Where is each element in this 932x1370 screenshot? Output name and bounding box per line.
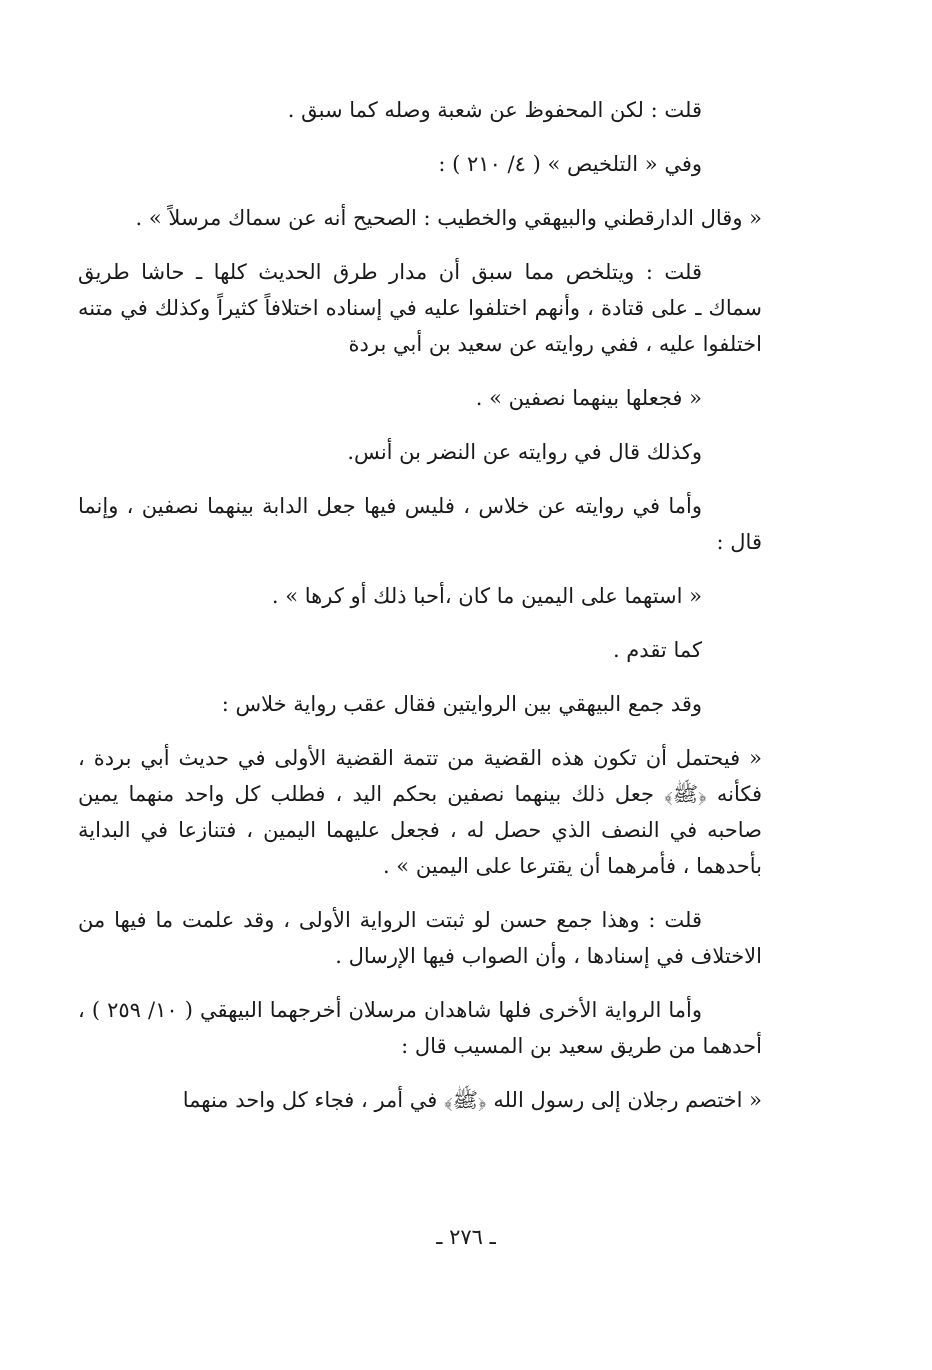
paragraph-7: وأما في روايته عن خلاس ، فليس فيها جعل الدابة بينهما نصفين ، وإنما قال :	[78, 494, 762, 554]
paragraph-14-quote: « اختصم رجلان إلى رسول الله ﴿ﷺ﴾ في أمر ، فجاء كل واحد منهما	[182, 1088, 762, 1112]
paragraph-2: وفي « التلخيص » ( ٤/ ٢١٠ ) :	[438, 152, 702, 176]
paragraph-12: قلت : وهذا جمع حسن لو ثبتت الرواية الأولى ، وقد علمت ما فيها من الاختلاف في إسنادها ، وأن الصواب فيها الإرسال .	[78, 908, 762, 968]
paragraph-6: وكذلك قال في روايته عن النضر بن أنس.	[347, 440, 702, 464]
paragraph-4: قلت : ويتلخص مما سبق أن مدار طرق الحديث كلها ـ حاشا طريق سماك ـ على قتادة ، وأنهم اختلفوا عليه في إسناده اختلافاً كثيراً وكذلك في متنه اختلفوا عليه ، ففي روايته عن سعيد بن أبي بردة	[78, 260, 762, 356]
paragraph-13: وأما الرواية الأخرى فلها شاهدان مرسلان أخرجهما البيهقي ( ١٠/ ٢٥٩ ) ، أحدهما من طريق سعيد بن المسيب قال :	[78, 998, 762, 1058]
paragraph-11-quote: « فيحتمل أن تكون هذه القضية من تتمة القضية الأولى في حديث أبي بردة ، فكأنه ﴿ﷺ﴾ جعل ذلك بينهما نصفين بحكم اليد ، فطلب كل واحد منهما يمين صاحبه في النصف الذي حصل له ، فجعل عليهما اليمين ، فتنازعا في البداية بأحدهما ، فأمرهما أن يقترعا على اليمين » .	[78, 746, 762, 878]
main-text	[78, 92, 762, 1136]
paragraph-9: كما تقدم .	[612, 638, 702, 662]
paragraph-3-quote: « وقال الدارقطني والبيهقي والخطيب : الصحيح أنه عن سماك مرسلاً » .	[135, 206, 762, 230]
paragraph-8-quote: « استهما على اليمين ما كان ،أحبا ذلك أو كرها » .	[271, 584, 702, 608]
page-number: ـ ٢٧٦ ـ	[436, 1225, 496, 1249]
paragraph-5-quote: « فجعلها بينهما نصفين » .	[475, 386, 702, 410]
paragraph-1: قلت : لكن المحفوظ عن شعبة وصله كما سبق .	[287, 98, 702, 122]
paragraph-10: وقد جمع البيهقي بين الروايتين فقال عقب رواية خلاس :	[221, 692, 702, 716]
